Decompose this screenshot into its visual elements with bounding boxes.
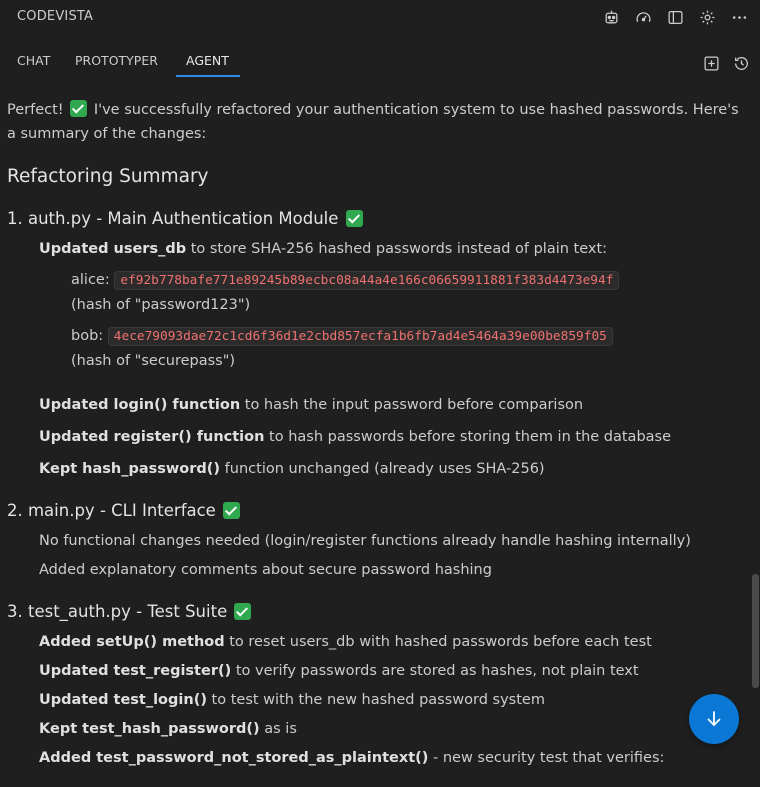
list-item <box>7 393 747 417</box>
section-heading-main <box>7 499 747 523</box>
scrollbar[interactable] <box>750 80 760 787</box>
tab-actions <box>700 52 752 74</box>
gear-icon[interactable] <box>696 6 718 28</box>
list-item <box>7 237 747 261</box>
list-item <box>7 659 747 683</box>
check-icon <box>234 603 251 620</box>
robot-icon[interactable] <box>600 6 622 28</box>
section-title: 3. test_auth.py - Test Suite <box>7 602 228 621</box>
section-heading-auth <box>7 207 747 231</box>
list-item <box>7 630 747 654</box>
check-icon <box>346 210 363 227</box>
tab-chat[interactable]: CHAT <box>17 53 51 68</box>
list-item <box>7 717 747 741</box>
list-item <box>7 457 747 481</box>
hash-code: 4ece79093dae72c1cd6f36d1e2cbd857ecfa1b6fb7ad4e5464a39e00be859f05 <box>108 327 613 346</box>
item-text: No functional changes needed (login/register functions already handle hashing internally) <box>39 533 691 549</box>
gauge-icon[interactable] <box>632 6 654 28</box>
check-icon <box>223 502 240 519</box>
scroll-to-bottom-button[interactable] <box>689 694 739 744</box>
intro-text-b: I've successfully refactored your authentication system to use hashed passwords. Here's a summary of the changes: <box>7 102 739 142</box>
summary-heading: Refactoring Summary <box>7 166 209 187</box>
user-label: alice: <box>71 272 110 288</box>
list-item-alice <box>7 268 747 317</box>
item-text: to hash the input password before comparison <box>240 397 584 413</box>
arrow-down-icon <box>704 709 724 729</box>
active-tab-indicator <box>176 75 240 77</box>
title-bar <box>0 0 760 34</box>
item-bold: Updated login() function <box>39 397 241 413</box>
tab-prototyper[interactable]: PROTOTYPER <box>75 53 158 68</box>
hash-code: ef92b778bafe771e89245b89ecbc08a44a4e166c06659911881f383d4473e94f <box>114 271 619 290</box>
item-bold: Added setUp() method <box>39 634 225 650</box>
item-bold: Updated test_register() <box>39 663 232 679</box>
item-text: to hash passwords before storing them in the database <box>264 429 672 445</box>
list-item <box>7 425 747 449</box>
history-icon[interactable] <box>730 52 752 74</box>
scrollbar-thumb[interactable] <box>752 574 759 688</box>
item-text: to store SHA-256 hashed passwords instead of plain text: <box>186 241 608 257</box>
item-bold: Updated register() function <box>39 429 265 445</box>
list-item-bob <box>7 324 747 373</box>
list-item <box>7 688 747 712</box>
more-icon[interactable] <box>728 6 750 28</box>
test-changes-list <box>7 630 747 770</box>
intro-text-a: Perfect! <box>7 102 64 118</box>
item-text: to test with the new hashed password system <box>206 692 545 708</box>
list-item <box>7 746 747 770</box>
auth-changes-list <box>7 237 747 481</box>
item-bold: Kept test_hash_password() <box>39 721 260 737</box>
hash-note: (hash of "password123") <box>71 297 251 313</box>
tab-agent[interactable]: AGENT <box>186 53 229 68</box>
main-changes-list <box>7 529 747 582</box>
item-text: function unchanged (already uses SHA-256) <box>220 461 545 477</box>
layout-panel-icon[interactable] <box>664 6 686 28</box>
item-text: as is <box>259 721 297 737</box>
check-icon <box>70 100 87 117</box>
item-text: to reset users_db with hashed passwords before each test <box>224 634 652 650</box>
agent-message <box>7 98 747 770</box>
list-item <box>7 529 747 553</box>
item-text: to verify passwords are stored as hashes, not plain text <box>231 663 639 679</box>
list-item <box>7 558 747 582</box>
section-heading-tests <box>7 600 747 624</box>
item-text: - new security test that verifies: <box>428 750 665 766</box>
new-chat-icon[interactable] <box>700 52 722 74</box>
item-bold: Updated test_login() <box>39 692 207 708</box>
section-title: 2. main.py - CLI Interface <box>7 501 216 520</box>
item-bold: Kept hash_password() <box>39 461 221 477</box>
item-bold: Added test_password_not_stored_as_plaintext() <box>39 750 429 766</box>
item-bold: Updated users_db <box>39 241 187 257</box>
app-title: CODEVISTA <box>17 9 94 24</box>
tab-bar <box>0 44 760 78</box>
item-text: Added explanatory comments about secure password hashing <box>39 562 492 578</box>
title-actions <box>600 6 750 28</box>
section-title: 1. auth.py - Main Authentication Module <box>7 209 339 228</box>
user-label: bob: <box>71 328 104 344</box>
hash-note: (hash of "securepass") <box>71 353 236 369</box>
intro-paragraph <box>7 98 742 146</box>
